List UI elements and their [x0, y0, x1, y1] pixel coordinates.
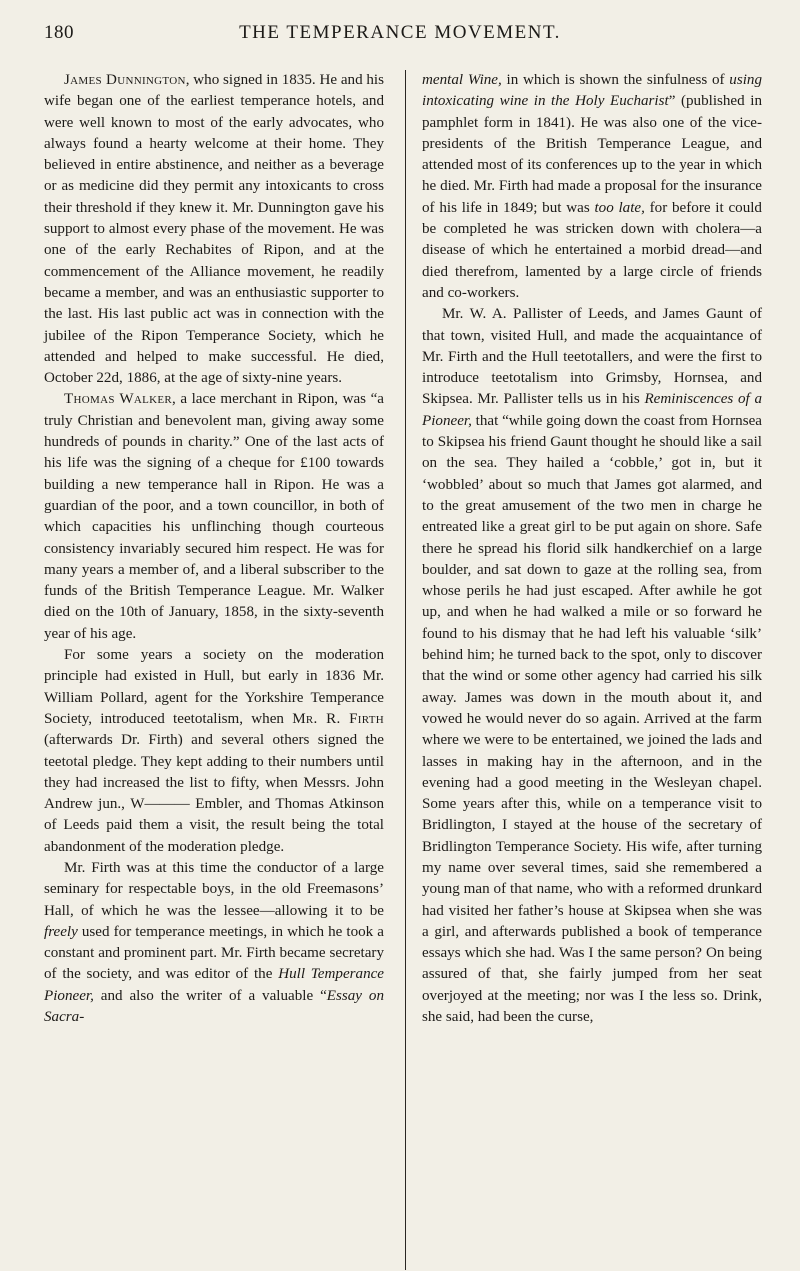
right-column: [422, 70, 762, 1028]
paragraph-pallister: [422, 304, 762, 1028]
book-title: Reminiscences of a Pioneer,: [422, 391, 762, 429]
left-column: [44, 70, 384, 1028]
emphasis-text: freely: [44, 923, 78, 940]
paragraph-text: Mr. W. A. Pallister of Leeds, and James Gaunt of that town, visited Hull, and made the acquaintance of Mr. Firth and the Hull teetotallers, and were the first to introduce teetotalism into Grimsby, Hornsea, and Skipsea. Mr. Pallister tells us in his: [422, 306, 762, 408]
essay-title: Essay on Sacra-: [44, 987, 384, 1026]
emphasis-text: too late,: [594, 199, 645, 216]
essay-title: using intoxicating wine in the Holy Eucharist: [422, 72, 763, 110]
person-name: Thomas Walker: [64, 391, 173, 408]
paragraph-firth-essay: [422, 70, 762, 304]
paragraph-text: (afterwards Dr. Firth) and several others signed the teetotal pledge. They kept adding to their numbers until they had increased the list to fifty, when Messrs. John Andrew jun., W——— Embler, and Thomas Atkinson of Leeds paid them a visit, the result being the total abandonment of the moderation pledge.: [44, 732, 384, 855]
paragraph-firth-seminary: [44, 858, 384, 1028]
paragraph-text: used for temperance meetings, in which he took a constant and prominent part. Mr. Firth became secretary of the society, and was editor of the: [44, 923, 384, 983]
paragraph-text: and also the writer of a valuable “: [93, 987, 327, 1004]
page-number: 180: [44, 22, 74, 43]
paragraph-text: for before it could be completed he was stricken down with cholera—a disease of which he entertained a morbid dread—and died therefrom, lamented by a large circle of friends and co-workers.: [422, 199, 762, 301]
paragraph-hull-society: [44, 645, 384, 858]
paragraph-text: that “while going down the coast from Hornsea to Skipsea his friend Gaunt thought he should like a sail on the sea. They hailed a ‘cobble,’ got in, but it ‘wobbled’ about so much that James got alarmed, and to the great amusement of the two men in charge he entreated like a great girl to be put again on shore. Safe there he spread his florid silk handkerchief on a large boulder, and sat down to gaze at the rolling sea, from whose perils he had just escaped. After awhile he got up, and when he had walked a mile or so forward he found to his dismay that he had left his valuable ‘silk’ behind him; he turned back to the spot, only to discover that the wind or some other agency had carried his silk away. James was down in the mouth about it, and vowed he would never do so again. Arrived at the farm where we were to be entertained, we joined the lads and lasses in making hay in the afternoon, and in the evening had a good meeting in the Wesleyan chapel. Some years after this, while on a temperance visit to Bridlington, I stayed at the house of the secretary of Bridlington Temperance Society. His wife, after turning my name over several times, said she remembered a young man of that name, who with a reformed drunkard had visited her father’s house at Skipsea when she was a girl, and afterwards published a book of temperance essays which she had. Was I the same person? On being assured of that, she fairly jumped from her seat overjoyed at the meeting; nor was I the less so. Drink, she said, had been the curse,: [422, 412, 762, 1026]
column-divider: [405, 70, 406, 1270]
paragraph-dunnington: [44, 70, 384, 389]
paragraph-text: Mr. Firth was at this time the conductor of a large seminary for respectable boys, in the old Freemasons’ Hall, of which he was the lessee—allowing it to be: [44, 859, 384, 919]
essay-title: mental Wine,: [422, 72, 502, 88]
person-name: James Dunnington: [64, 72, 186, 88]
running-title: THE TEMPERANCE MOVEMENT.: [239, 22, 561, 43]
person-name: Mr. R. Firth: [292, 710, 384, 727]
paragraph-text: in which is shown the sinfulness of: [501, 72, 730, 88]
paragraph-text: ” (published in pamphlet form in 1841). He was also one of the vice-presidents of the British Temperance League, and attended most of its conferences up to the year in which he died. Mr. Firth had made a proposal for the insurance of his life in 1849; but was: [422, 93, 762, 216]
paragraph-text: , a lace merchant in Ripon, was “a truly Christian and benevolent man, giving away some hundreds of pounds in charity.” One of the last acts of his life was the signing of a cheque for £100 towards building a new temperance hall in Ripon. He was a guardian of the poor, and a town councillor, in both of which capacities his unflinching though courteous consistency invariably secured him respect. He was for many years a member of, and a liberal subscriber to the funds of the British Temperance League. Mr. Walker died on the 10th of January, 1858, in the sixty-seventh year of his age.: [44, 391, 384, 642]
paragraph-text: For some years a society on the moderation principle had existed in Hull, but early in 1836 Mr. William Pollard, agent for the Yorkshire Temperance Society, introduced teetotalism, when: [44, 647, 384, 727]
paragraph-text: , who signed in 1835. He and his wife began one of the earliest temperance hotels, and were well known to most of the early advocates, who always found a hearty welcome at their home. They believed in entire abstinence, and neither as a beverage or as medicine did they permit any intoxicants to cross their threshold if they knew it. Mr. Dunnington gave his support to almost every phase of the movement. He was one of the early Rechabites of Ripon, and at the commencement of the Alliance movement, he readily became a member, and was an enthusiastic supporter to the last. His last public act was in connection with the jubilee of the Ripon Temperance Society, which he attended and helped to make successful. He died, October 22d, 1886, at the age of sixty-nine years.: [44, 72, 385, 387]
paragraph-walker: [44, 389, 384, 645]
periodical-title: Hull Temperance Pioneer,: [44, 966, 385, 1004]
page-header: [0, 0, 800, 60]
